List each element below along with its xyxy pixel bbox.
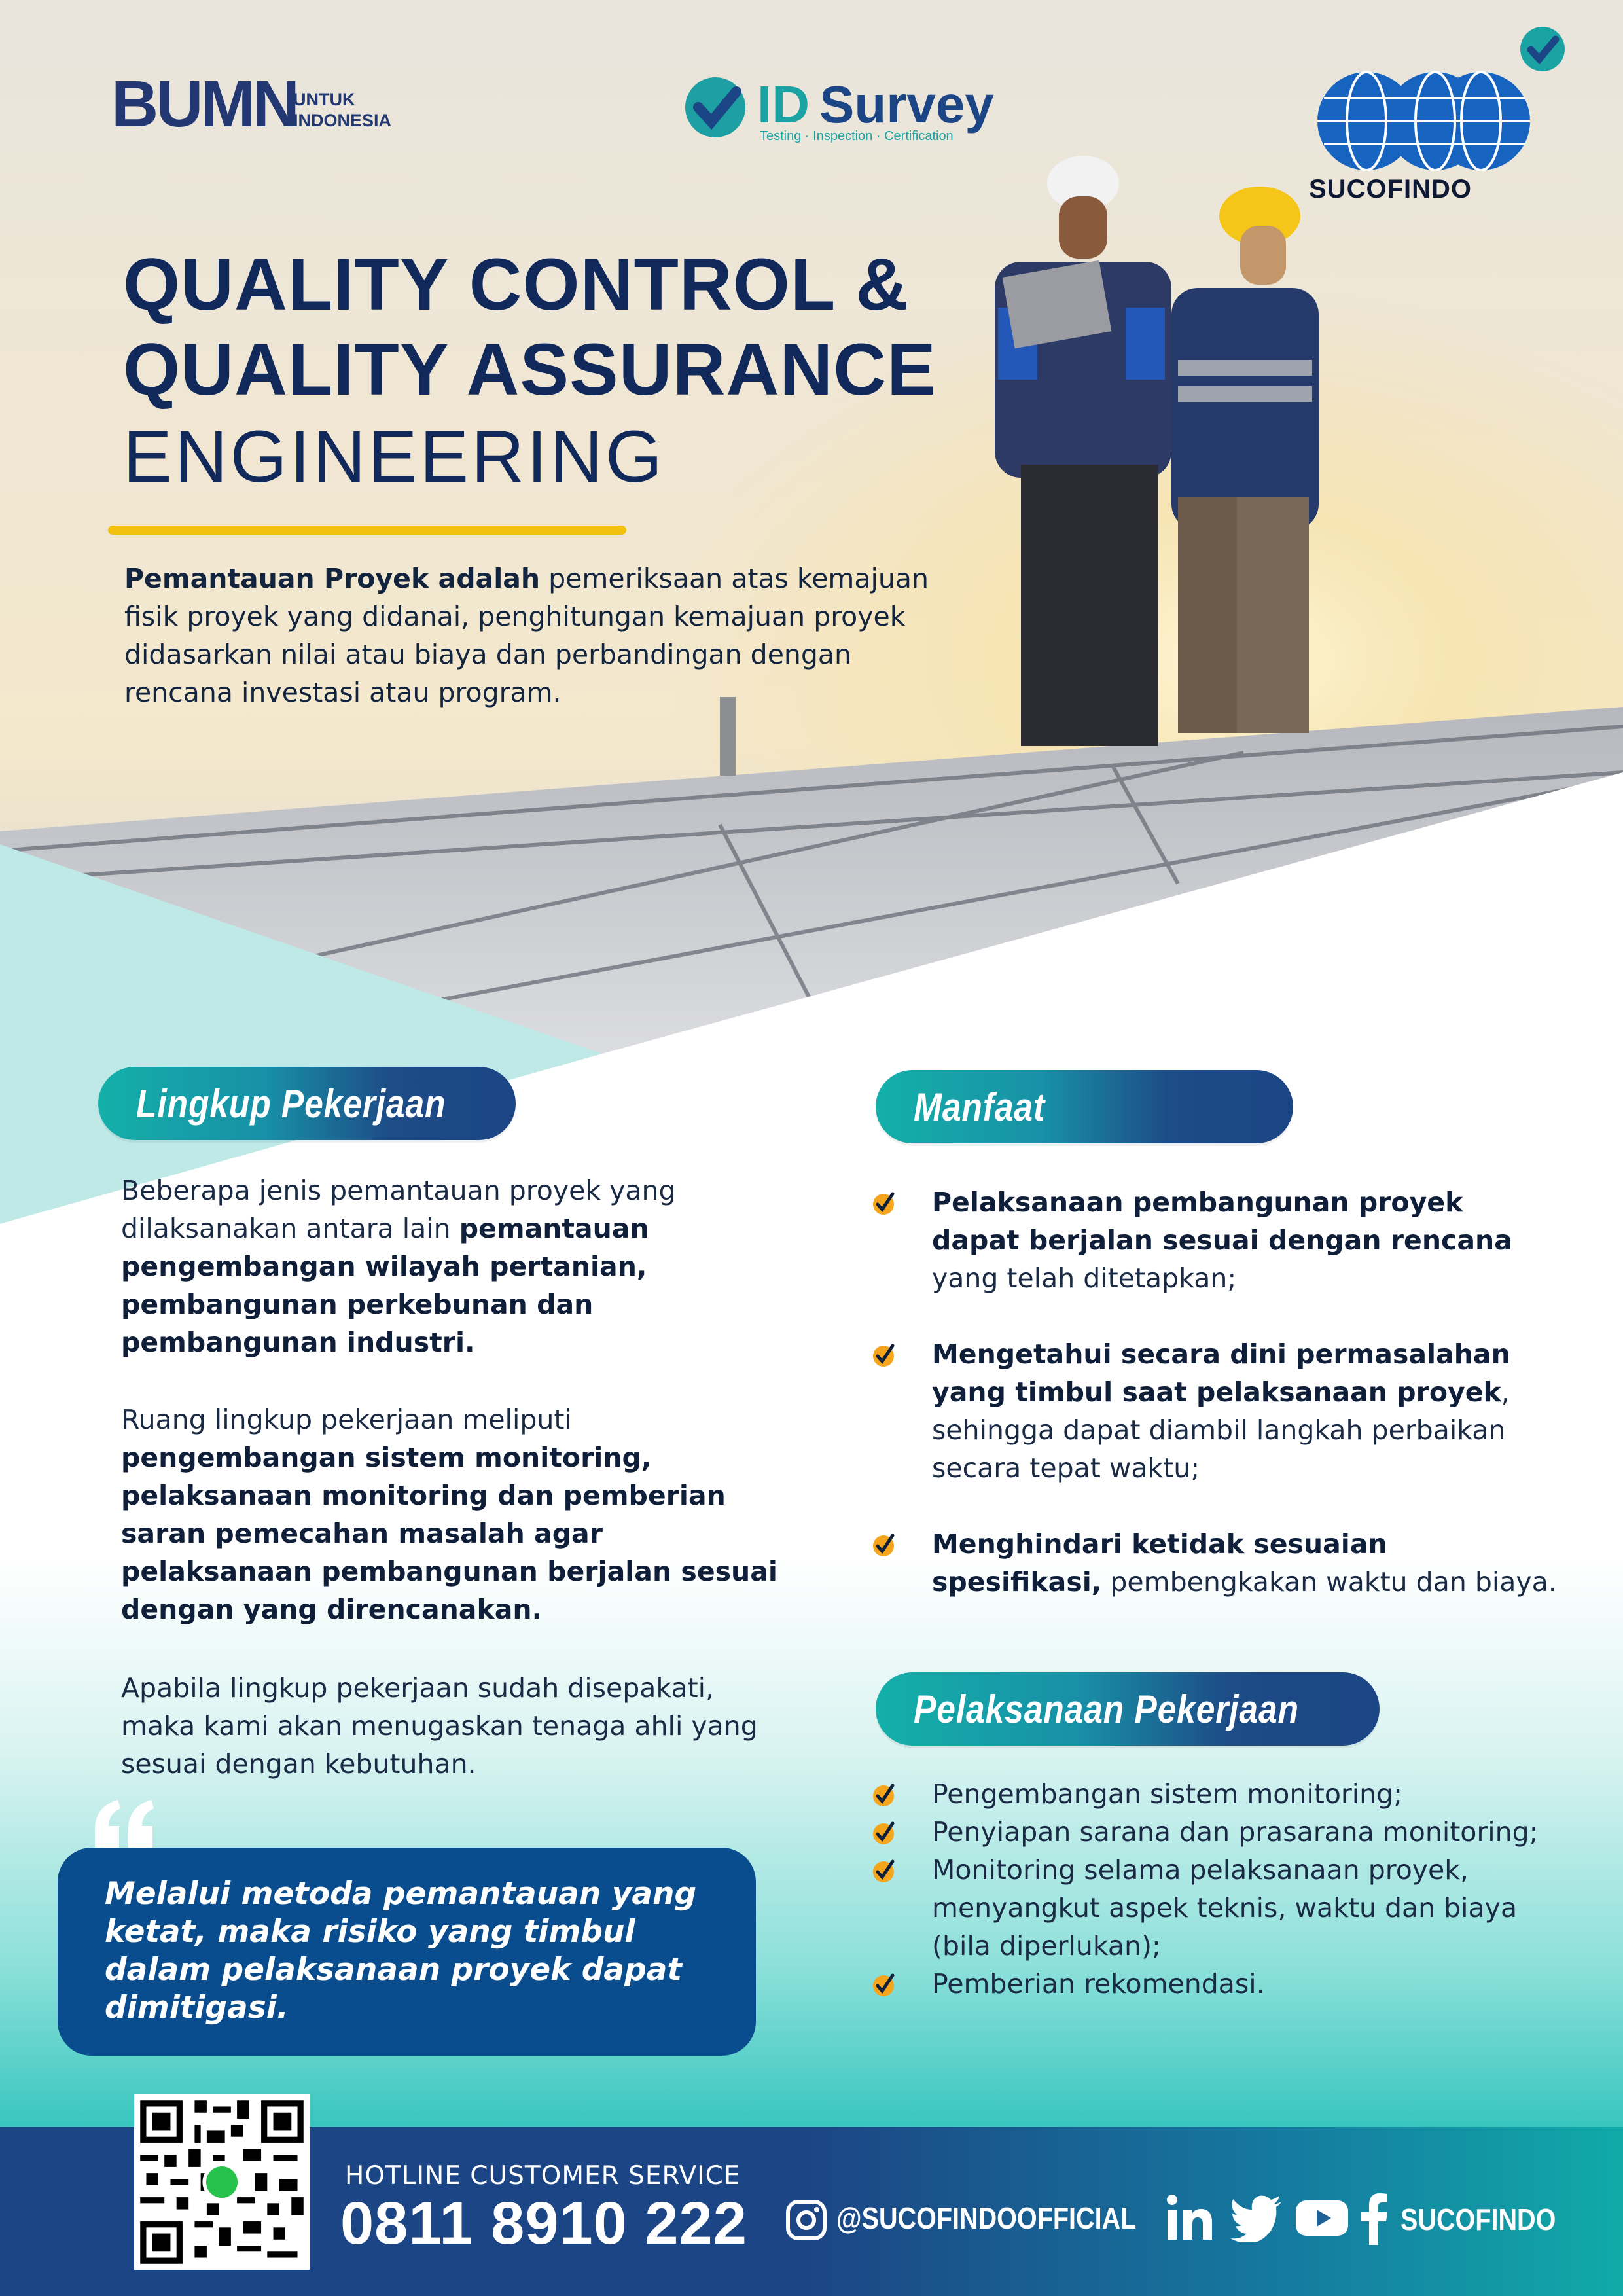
check-bullet-icon	[870, 1820, 897, 1846]
svg-text:Survey: Survey	[819, 75, 994, 134]
instagram-handle[interactable]: @SUCOFINDOOFFICIAL	[836, 2201, 1137, 2235]
svg-text:Testing · Inspection · Certifi: Testing · Inspection · Certification	[760, 129, 954, 143]
section-heading-manfaat	[876, 1070, 1293, 1143]
list-item	[870, 1335, 1558, 1487]
lingkup-paragraph-3	[121, 1669, 782, 1783]
check-bullet-icon	[870, 1190, 897, 1216]
hotline-number[interactable]: 0811 8910 222	[340, 2190, 747, 2257]
whatsapp-icon	[206, 2166, 238, 2198]
list-item-text: Pengembangan sistem monitoring;	[932, 1778, 1402, 1810]
list-item-text: Pemberian rekomendasi.	[932, 1968, 1265, 2000]
list-item	[870, 1813, 1558, 1851]
paragraph-text: Beberapa jenis pemantauan proyek yang dilaksanakan antara lain	[121, 1175, 676, 1244]
title-line-2: QUALITY ASSURANCE	[123, 329, 936, 410]
svg-text:SUCOFINDO: SUCOFINDO	[1309, 175, 1472, 203]
list-item-text: pembengkakan waktu dan biaya.	[1101, 1566, 1557, 1598]
section-heading-label: Lingkup Pekerjaan	[136, 1082, 446, 1126]
lingkup-paragraph-2	[121, 1401, 782, 1628]
intro-lead: Pemantauan Proyek adalah	[124, 563, 541, 594]
quote-text: Melalui metoda pemantauan yang ketat, maka risiko yang timbul dalam pelaksanaan proyek dapat dimitigasi.	[105, 1876, 697, 2026]
quote-box	[58, 1848, 756, 2056]
quote-mark-icon	[92, 1797, 157, 1856]
paragraph-bold: pemantauan pengembangan wilayah pertanian, pembangunan perkebunan dan pembangunan industri.	[121, 1213, 649, 1358]
svg-text:UNTUK: UNTUK	[293, 90, 355, 109]
list-item-text: , sehingga dapat diambil langkah perbaikan secara tepat waktu;	[932, 1376, 1510, 1484]
list-item	[870, 1525, 1558, 1601]
intro-paragraph	[124, 560, 969, 711]
lingkup-paragraph-1	[121, 1172, 782, 1361]
social-handle[interactable]: SUCOFINDO	[1400, 2202, 1556, 2236]
section-heading-label: Pelaksanaan Pekerjaan	[914, 1687, 1299, 1731]
pelaksanaan-list	[870, 1775, 1558, 2003]
facebook-icon[interactable]	[1360, 2193, 1389, 2245]
paragraph-bold: pengembangan sistem monitoring, pelaksanaan monitoring dan pemberian saran pemecahan masalah agar pelaksanaan pembangunan berjalan sesuai dengan yang direncanakan.	[121, 1442, 777, 1625]
list-item-bold: Menghindari ketidak sesuaian spesifikasi,	[932, 1528, 1387, 1598]
hotline-label: HOTLINE CUSTOMER SERVICE	[345, 2161, 741, 2191]
paragraph-text: Apabila lingkup pekerjaan sudah disepakati, maka kami akan menugaskan tenaga ahli yang sesuai dengan kebutuhan.	[121, 1672, 758, 1780]
instagram-icon[interactable]	[785, 2199, 827, 2241]
title-underline	[108, 526, 626, 535]
section-heading-pelaksanaan	[876, 1672, 1380, 1746]
paragraph-text: Ruang lingkup pekerjaan meliputi	[121, 1404, 572, 1435]
svg-text:INDONESIA: INDONESIA	[293, 111, 392, 130]
sucofindo-logo	[1306, 26, 1571, 203]
list-item-text: Penyiapan sarana dan prasarana monitoring;	[932, 1816, 1539, 1848]
svg-text:BUMN: BUMN	[111, 75, 297, 137]
twitter-icon[interactable]	[1230, 2193, 1283, 2242]
check-bullet-icon	[870, 1532, 897, 1558]
title-line-3: ENGINEERING	[123, 416, 666, 497]
list-item-text: yang telah ditetapkan;	[932, 1263, 1237, 1294]
manfaat-list	[870, 1183, 1558, 1639]
title-line-1: QUALITY CONTROL &	[123, 243, 910, 325]
check-bullet-icon	[870, 1342, 897, 1368]
list-item-bold: Mengetahui secara dini permasalahan yang timbul saat pelaksanaan proyek	[932, 1338, 1510, 1408]
list-item-text: Monitoring selama pelaksanaan proyek, menyangkut aspek teknis, waktu dan biaya (bila diperlukan);	[932, 1854, 1518, 1962]
check-bullet-icon	[870, 1857, 897, 1884]
linkedin-icon[interactable]	[1165, 2193, 1215, 2242]
intro-body: pemeriksaan atas kemajuan fisik proyek yang didanai, penghitungan kemajuan proyek didasarkan nilai atau biaya dan perbandingan dengan rencana investasi atau program.	[124, 563, 929, 708]
page-title	[123, 242, 936, 501]
bumn-logo	[111, 75, 399, 137]
list-item	[870, 1965, 1558, 2003]
whatsapp-qr-code[interactable]	[134, 2094, 310, 2270]
list-item	[870, 1775, 1558, 1813]
section-heading-lingkup	[98, 1067, 516, 1140]
youtube-icon[interactable]	[1294, 2193, 1349, 2242]
svg-text:ID: ID	[757, 75, 810, 134]
section-heading-label: Manfaat	[914, 1085, 1045, 1129]
idsurvey-logo	[684, 73, 1005, 145]
list-item-bold: Pelaksanaan pembangunan proyek dapat berjalan sesuai dengan rencana	[932, 1187, 1512, 1256]
list-item	[870, 1851, 1558, 1965]
check-badge-icon	[1520, 27, 1565, 71]
list-item	[870, 1183, 1558, 1297]
check-bullet-icon	[870, 1971, 897, 1998]
check-bullet-icon	[870, 1782, 897, 1808]
